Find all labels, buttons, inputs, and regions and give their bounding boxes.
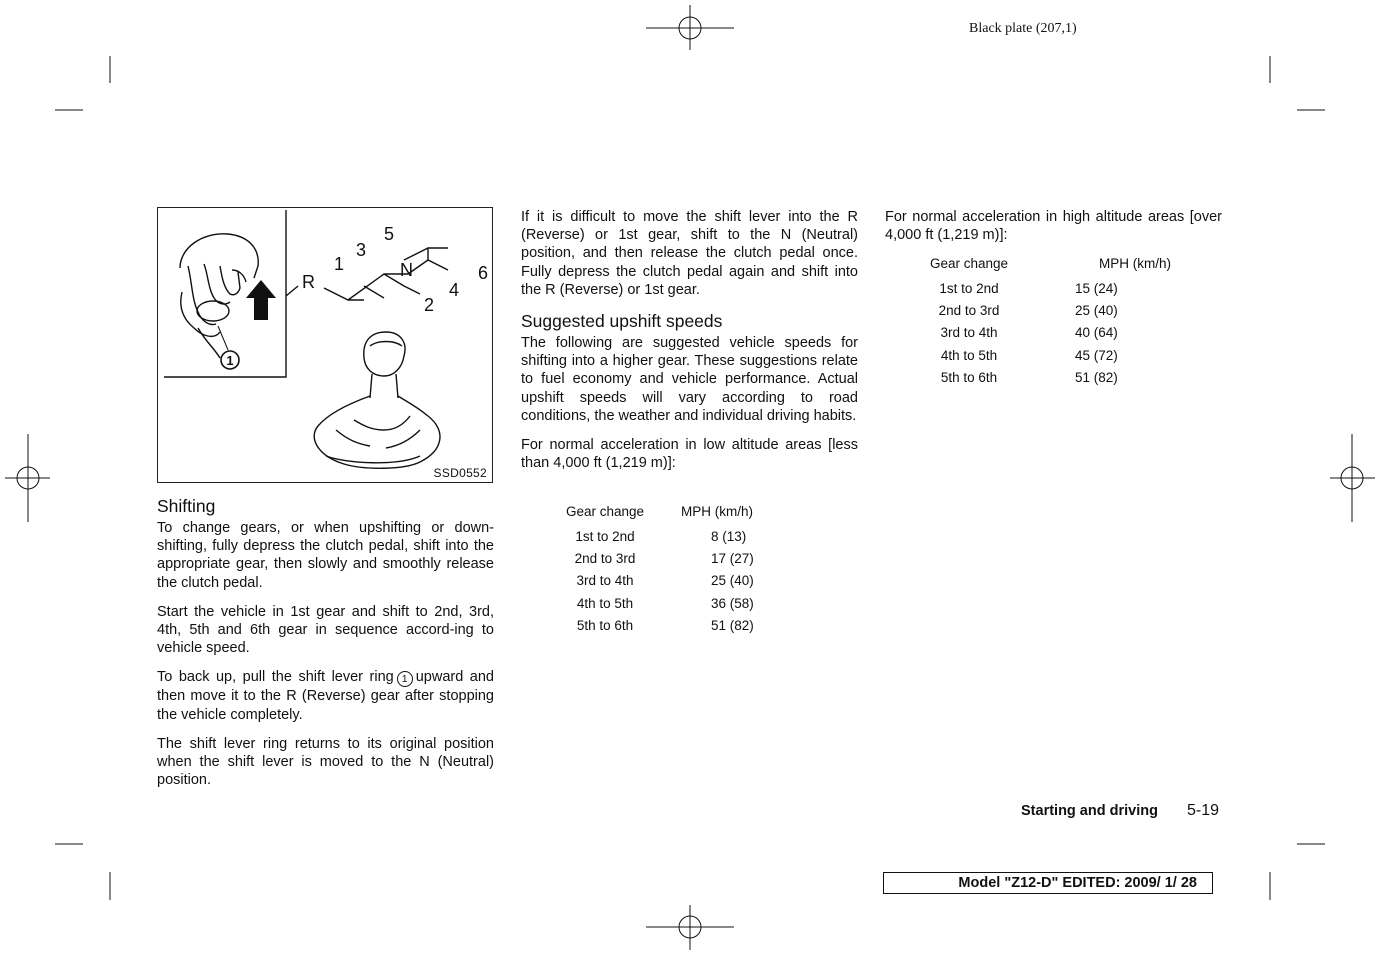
table-cell: 3rd to 4th bbox=[576, 573, 634, 589]
table-cell: 17 (27) bbox=[711, 551, 754, 567]
table-cell: 5th to 6th bbox=[576, 618, 634, 634]
shift-lever-illustration bbox=[158, 208, 492, 482]
paragraph-text: To back up, pull the shift lever ring bbox=[157, 669, 394, 686]
column-header: MPH (km/h) bbox=[1099, 256, 1171, 271]
column-3 bbox=[885, 208, 1222, 255]
column-header: Gear change bbox=[565, 504, 645, 519]
shift-pattern-figure bbox=[157, 207, 493, 483]
table-cell: 40 (64) bbox=[1075, 325, 1118, 341]
paragraph: If it is difficult to move the shift lever into the R (Reverse) or 1st gear, shift to the N (Neutral) position, and then release the clutch pedal once. Fully depress the clutch pedal again and shift into the R (Reverse) or 1st gear. bbox=[521, 209, 858, 298]
table-row bbox=[545, 547, 819, 569]
gear-label-5: 5 bbox=[384, 224, 395, 244]
table-row bbox=[545, 570, 819, 592]
model-edit-box: Model "Z12-D" EDITED: 2009/ 1/ 28 bbox=[883, 872, 1213, 894]
paragraph: The shift lever ring returns to its original position when the shift lever is moved to the N (Neutral) position. bbox=[157, 735, 494, 789]
gear-label-r: R bbox=[302, 272, 315, 292]
footer-section-title: Starting and driving bbox=[1021, 803, 1158, 819]
table-row bbox=[909, 322, 1207, 344]
table-cell: 2nd to 3rd bbox=[938, 303, 1000, 319]
gear-label-2: 2 bbox=[424, 295, 435, 315]
gear-label-1: 1 bbox=[334, 254, 345, 274]
column-header: Gear change bbox=[929, 256, 1009, 271]
gear-label-3: 3 bbox=[356, 240, 367, 260]
table-row bbox=[909, 277, 1207, 299]
table-cell: 25 (40) bbox=[711, 573, 754, 589]
table-row bbox=[545, 592, 819, 614]
table-row bbox=[909, 299, 1207, 321]
table-cell: 1st to 2nd bbox=[575, 528, 635, 544]
table-cell: 5th to 6th bbox=[940, 370, 998, 386]
table-cell: 45 (72) bbox=[1075, 347, 1118, 363]
table-cell: 4th to 5th bbox=[576, 595, 634, 611]
table-cell: 51 (82) bbox=[711, 618, 754, 634]
column-1 bbox=[157, 495, 494, 800]
high-altitude-table bbox=[909, 255, 1207, 389]
table-row bbox=[545, 615, 819, 637]
table-cell: 4th to 5th bbox=[940, 347, 998, 363]
paragraph bbox=[157, 668, 494, 723]
paragraph: To change gears, or when upshifting or down-shifting, fully depress the clutch pedal, shift into the appropriate gear, then slowly and smoothly release the clutch pedal. bbox=[157, 520, 494, 591]
paragraph: Start the vehicle in 1st gear and shift to 2nd, 3rd, 4th, 5th and 6th gear in sequence accord-ing to vehicle speed. bbox=[157, 603, 494, 657]
section-heading-shifting: Shifting bbox=[157, 496, 216, 516]
table-cell: 2nd to 3rd bbox=[574, 551, 636, 567]
table-row bbox=[909, 344, 1207, 366]
paragraph: For normal acceleration in high altitude areas [over 4,000 ft (1,219 m)]: bbox=[885, 209, 1222, 244]
gear-label-6: 6 bbox=[478, 263, 489, 283]
table-row bbox=[909, 367, 1207, 389]
gear-label-4: 4 bbox=[449, 280, 460, 300]
gear-label-n: N bbox=[400, 260, 413, 280]
table-header-row bbox=[909, 255, 1207, 277]
figure-code: SSD0552 bbox=[433, 466, 487, 480]
callout-ring-1: 1 bbox=[397, 671, 413, 687]
section-heading-upshift: Suggested upshift speeds bbox=[521, 311, 723, 332]
table-header-row bbox=[545, 503, 819, 525]
table-cell: 1st to 2nd bbox=[939, 280, 999, 296]
column-header: MPH (km/h) bbox=[681, 504, 753, 519]
figure-callout-1: 1 bbox=[226, 353, 234, 368]
plate-label: Black plate (207,1) bbox=[969, 21, 1077, 36]
table-cell: 51 (82) bbox=[1075, 370, 1118, 386]
table-cell: 3rd to 4th bbox=[940, 325, 998, 341]
paragraph: The following are suggested vehicle speeds for shifting into a higher gear. These suggestions relate to fuel economy and vehicle performance. Actual upshift speeds will vary according to road conditions, the weather and individual driving habits. bbox=[521, 335, 858, 424]
paragraph-text: upward and then move it to the R (Reverse) gear after stopping the vehicle completely. bbox=[157, 669, 494, 723]
paragraph: For normal acceleration in low altitude areas [less than 4,000 ft (1,219 m)]: bbox=[521, 437, 858, 472]
page-number: 5-19 bbox=[1187, 802, 1220, 819]
table-cell: 36 (58) bbox=[711, 595, 754, 611]
table-cell: 15 (24) bbox=[1075, 280, 1118, 296]
table-row bbox=[545, 525, 819, 547]
table-cell: 25 (40) bbox=[1075, 303, 1118, 319]
low-altitude-table bbox=[545, 503, 819, 637]
column-2 bbox=[521, 208, 858, 483]
table-cell: 8 (13) bbox=[711, 528, 747, 544]
